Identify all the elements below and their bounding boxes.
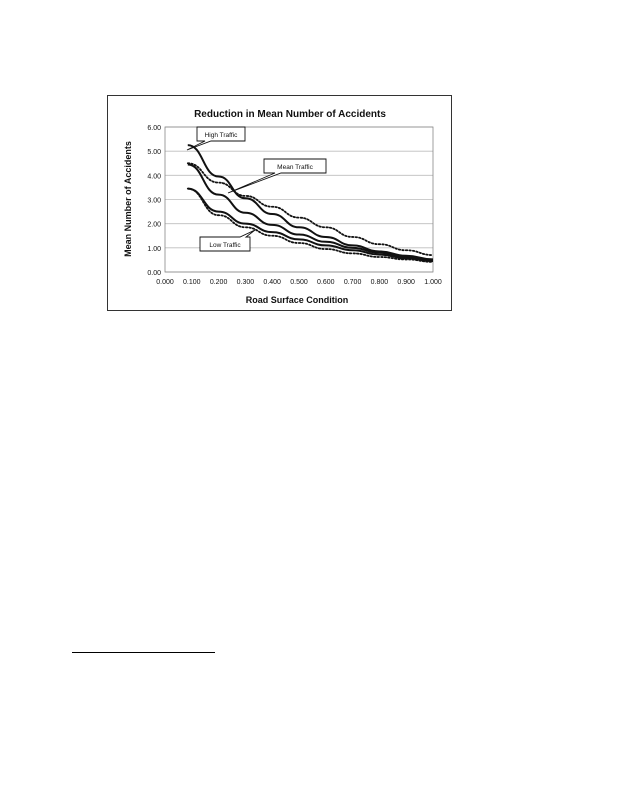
x-tick-label: 0.500: [290, 279, 308, 286]
x-axis-label: Road Surface Condition: [245, 295, 349, 305]
y-tick-label: 4.00: [147, 173, 161, 181]
x-tick-label: 0.400: [263, 279, 281, 286]
y-tick-labels: [147, 125, 161, 277]
x-tick-label: 0.200: [209, 279, 228, 286]
x-tick-label: 0.600: [317, 279, 335, 286]
callout-label: Mean Traffic: [277, 164, 313, 171]
callout-mean-traffic: [228, 159, 326, 193]
y-axis-label: Mean Number of Accidents: [123, 141, 133, 257]
y-tick-label: 1.00: [147, 245, 161, 253]
callout-label: Low Traffic: [209, 242, 241, 249]
y-tick-label: 2.00: [147, 221, 161, 229]
callout-label: High Traffic: [204, 132, 238, 139]
y-tick-label: 6.00: [147, 125, 161, 132]
y-tick-label: 5.00: [147, 149, 161, 157]
x-tick-label: 1.000: [424, 279, 442, 286]
chart-title: Reduction in Mean Number of Accidents: [194, 109, 386, 120]
x-tick-label: 0.700: [343, 279, 362, 286]
callout-high-traffic: [187, 127, 245, 150]
x-tick-label: 0.800: [370, 279, 389, 286]
footnote-separator: [72, 652, 215, 653]
x-tick-label: 0.900: [397, 279, 415, 286]
x-tick-label: 0.000: [156, 279, 174, 286]
y-tick-label: 0.00: [147, 270, 161, 277]
x-tick-label: 0.100: [183, 279, 201, 286]
x-tick-label: 0.300: [236, 279, 255, 286]
y-tick-label: 3.00: [147, 197, 161, 205]
callout-low-traffic: [200, 230, 255, 251]
x-tick-labels: [156, 279, 442, 286]
